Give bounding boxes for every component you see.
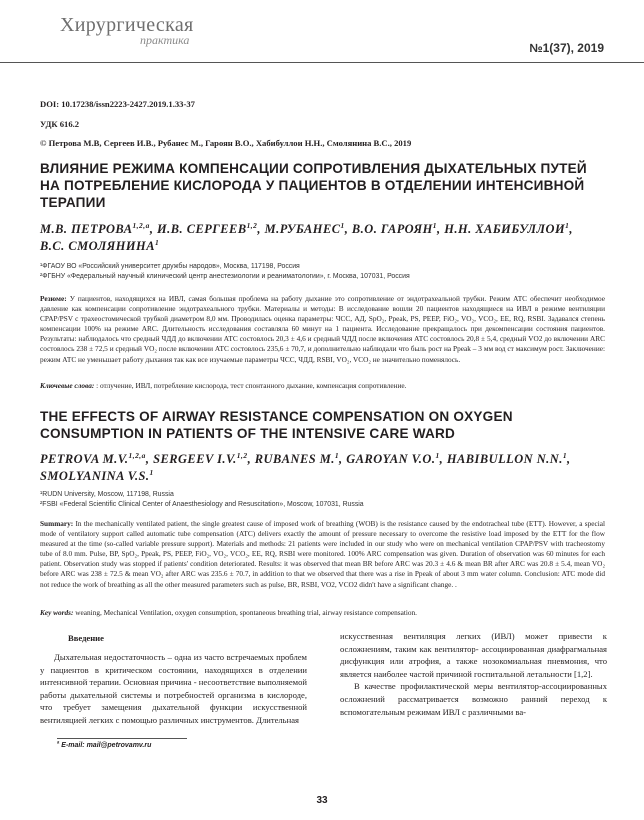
doi[interactable]: DOI: 10.17238/issn2223-2427.2019.1.33-37 xyxy=(40,99,195,109)
abstract-text: У пациентов, находящихся на ИВЛ, самая большая проблема на работу дыхание это сопротивление от эндотрахеальной трубки. Режим АТС обеспечит необходимое давление как компенсации сопротивление эндотрахеального трубки. Материалы и методы: В исследование вошли 20 пациентов находящиеся на ИВЛ в режиме вентиляции CPAP/PSV с трахеостомической трубкой диаметром 8,0 мм. Проводилась оценка параметры: ЧСС, АД, SpO₂, Ppeak, PS, PEEP, FiO₂, VO₂, VCO₂, EE, RQ, RSBI. Задавался степень компенсации 100% на режиме ARC. Длительность исследования составляла 60 минут на 1 пациента. Исследование прекращалось при декомпенсации состояния пациентов. Результаты: наблюдалось что средный ЧДД до включении АТС состовлось 20,3 ± 4,6 и средный ЧДД после включения АТС состовлось 20,8 ± 5,4, средный VO2 до включении ARC состовлось 238 ± 72,5 и средный VO₂ после включении АТС состовлось 235,6 ± 70,7, и дополнительно наблюдали что быль рост на Ppeak – 3 мм вод ст максимум рост. Заключение: режим АТС не уменьшает работу дыхания так как все изучаемые параметры ЧСС, ЧДД, RSBI, VO₂, VCO₂ не значительно поменялось. xyxy=(40,294,605,364)
copyright: © Петрова М.В, Сергеев И.В., Рубанес М., Гароян В.О., Хабибуллои Н.Н., Смолянина В.С., 2019 xyxy=(40,138,412,148)
article-title-ru: ВЛИЯНИЕ РЕЖИМА КОМПЕНСАЦИИ СОПРОТИВЛЕНИЯ ДЫХАТЕЛЬНЫХ ПУТЕЙ НА ПОТРЕБЛЕНИЕ КИСЛОРОДА У ПАЦИЕНТОВ В ОТДЕЛЕНИИ ИНТЕНСИВНОЙ ТЕРАПИИ xyxy=(40,161,587,210)
issue-number: №1(37), 2019 xyxy=(529,41,604,55)
section-heading-intro: Введение xyxy=(68,633,104,643)
author: GAROYAN V.O.$^1$ xyxy=(346,450,440,466)
authors-ru: М.В. ПЕТРОВА$^{1,2,a}$, И.В. СЕРГЕЕВ$^{1,2}$, М.РУБАНЕС$^1$, В.О. ГАРОЯН$^1$, Н.Н. ХАБИБУЛЛОИ$^1$, В.С. СМОЛЯНИНА$^1$ xyxy=(40,220,573,253)
abstract-ru xyxy=(40,294,605,365)
page-number: 33 xyxy=(316,795,328,806)
author: В.О. ГАРОЯН$^1$ xyxy=(351,220,438,236)
keywords-label: Ключевые слова: xyxy=(40,381,95,390)
author: В.С. СМОЛЯНИНА$^1$ xyxy=(40,237,160,253)
keywords-text: : отлучение, ИВЛ, потребление кислорода, тест спонтанного дыхание, компенсация сопротивление. xyxy=(94,381,407,390)
udk: УДК 616.2 xyxy=(40,119,80,129)
paragraph: искусственная вентиляция легких (ИВЛ) может привести к осложнениям, таким как вентилятор- ассоциированная диафрагмальная дисфункция или атрофия, а также нозокомиальная пневмония, что является наиболее частой причиной госпитальной летальности [1,2]. xyxy=(340,631,607,679)
abstract-text: In the mechanically ventilated patient, the single greatest cause of imposed work of breathing (WOB) is the resistance caused by the endotracheal tube (ETT). However, a special mode of ventilatory support called automatic tube compensation (ATC) delivers exactly the amount of pressure necessary to overcome the resistive load imposed by the ETT for the flow measured at the time (so-called variable pressure support). Materials and methods: 21 patients were included in our study who were on mechanical ventilation CPAP/PSV with tracheostomy tube of 8.0 mm. Pulse, BP, SpO₂, Ppeak, PS, PEEP, FiO₂, VO₂, VCO₂, EE, RQ, RSBI were monitored. 100% ARC compensation was given. Duration of observation was 60 minutes for each patient. Observation study was stopped if patients' condition deteriorated. Results: it was observed that mean BR before ARC was 20.3 ± 4.6 & mean BR after ARC was 20.8 ± 5.4, mean VO₂ before ARC was 238 ± 72.5 & mean VO₂ after ARC was 235.6 ± 70.7, in addition to that we observed that there was a rise in Ppeak of about 3 mm water column. Conclusion: ATC mode did not reduce the work of breathing as all the other measured parameters such as pulse, BR, RSBI, VO2, VCO2 didn't have a significant change. . xyxy=(40,519,605,589)
author: М.РУБАНЕС$^1$ xyxy=(264,220,345,236)
author: HABIBULLON N.N.$^1$ xyxy=(446,450,568,466)
author: М.В. ПЕТРОВА$^{1,2,a}$ xyxy=(40,220,150,236)
header-rule xyxy=(0,62,644,63)
affiliation-en-1: ¹RUDN University, Moscow, 117198, Russia xyxy=(40,491,174,498)
intro-column-right xyxy=(340,630,607,718)
abstract-label: Резюме: xyxy=(40,294,67,303)
affiliation-en-2: ²FSBI «Federal Scientific Clinical Center of Anaesthesiology and Resuscitation», Moscow, 107031, Russia xyxy=(40,501,364,508)
authors-en: PETROVA M.V.$^{1,2,a}$, SERGEEV I.V.$^{1,2}$, RUBANES M.$^1$, GAROYAN V.O.$^1$, HABIBULLON N.N.$^1$, SMOLYANINA V.S.$^1$ xyxy=(40,450,571,483)
author: RUBANES M.$^1$ xyxy=(254,450,340,466)
journal-logo-subtitle: практика xyxy=(140,33,190,47)
journal-logo-title: Хирургическая xyxy=(60,14,194,36)
affiliation-ru-1: ¹ФГАОУ ВО «Российский университет дружбы народов», Москва, 117198, Россия xyxy=(40,263,300,270)
affiliation-ru-2: ²ФГБНУ «Федеральный научный клинический центр анестезиологии и реаниматологии», г. Москва, 107031, Россия xyxy=(40,273,410,280)
article-title-en: THE EFFECTS OF AIRWAY RESISTANCE COMPENSATION ON OXYGEN CONSUMPTION IN PATIENTS OF THE INTENSIVE CARE WARD xyxy=(40,409,513,441)
author: SMOLYANINA V.S.$^1$ xyxy=(40,467,154,483)
corresponding-email[interactable]: $^a$ E-mail: mail@petrovamv.ru xyxy=(57,739,152,749)
keywords-ru xyxy=(40,381,605,391)
keywords-text: weaning, Mechanical Ventilation, oxygen consumption, spontaneous breathing trial, airway resistance compensation. xyxy=(73,608,417,617)
author: SERGEEV I.V.$^{1,2}$ xyxy=(153,450,248,466)
author: Н.Н. ХАБИБУЛЛОИ$^1$ xyxy=(444,220,570,236)
author: PETROVA M.V.$^{1,2,a}$ xyxy=(40,450,146,466)
author: И.В. СЕРГЕЕВ$^{1,2}$ xyxy=(157,220,258,236)
intro-column-left xyxy=(40,651,307,727)
keywords-label: Key words: xyxy=(40,608,74,617)
footnote-rule xyxy=(57,738,187,739)
paragraph: Дыхательная недостаточность – одна из часто встречаемых проблем у пациентов в критическом состоянии, находящихся в отделении интенсивной терапии. Основная причина - несоответствие выполняемой работы дыхательной системы и потребностей организма в кислороде, что требует замещения дыхательной функции искусственной вентиляцией легких с помощью различных инструментов. Длительная xyxy=(40,652,307,725)
abstract-label: Summary: xyxy=(40,519,74,528)
abstract-en xyxy=(40,519,605,590)
keywords-en xyxy=(40,608,605,618)
paragraph: В качестве профилактической меры вентилятор-ассоциированных осложнений рассматривается возможно ранний переход к вспомогательным режимам ИВЛ с различными ва- xyxy=(340,681,607,717)
